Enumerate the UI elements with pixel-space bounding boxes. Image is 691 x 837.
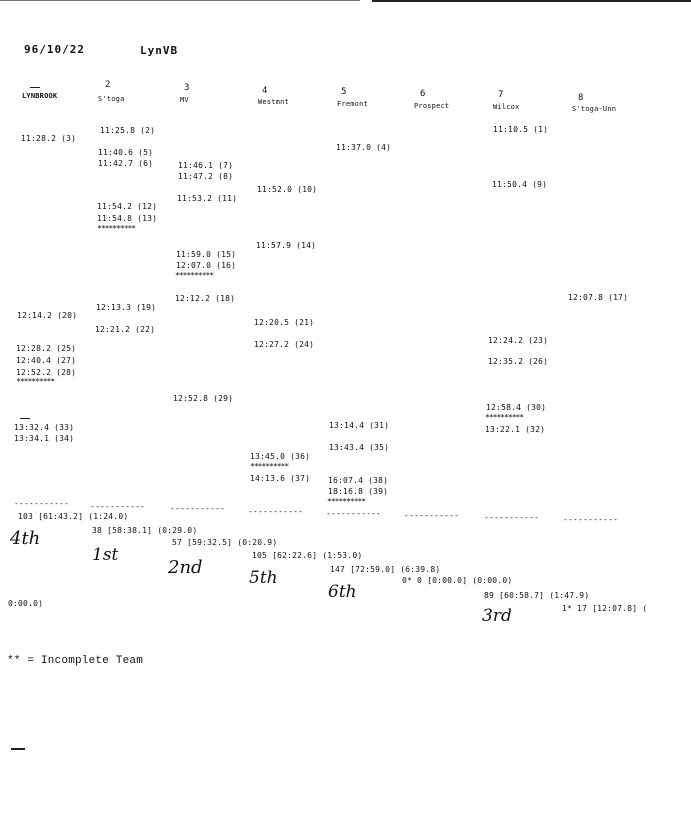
finish-time-entry: 12:58.4 (30) <box>486 403 547 412</box>
column-separator: ----------- <box>484 513 540 522</box>
finish-time-entry: 11:54.8 (13) <box>97 214 158 223</box>
footnote: ** = Incomplete Team <box>7 655 144 667</box>
column-name-2: S'toga <box>98 95 125 103</box>
column-number-5: 5 <box>341 87 347 97</box>
column-separator: ----------- <box>14 499 70 508</box>
team-total-wrap: 0:00.0) <box>8 599 44 608</box>
finish-time-entry: 13:43.4 (35) <box>329 443 390 452</box>
column-separator: ----------- <box>326 509 382 518</box>
handwritten-placing: 1st <box>92 545 119 565</box>
finish-time-entry: 11:59.0 (15) <box>176 250 237 259</box>
column-name-3: MV <box>180 96 189 104</box>
finish-time-entry: 11:54.2 (12) <box>97 202 158 211</box>
team-total: 1* 17 [12:07.8] ( <box>562 604 648 613</box>
column-name-8: S'toga-Unn <box>572 105 617 113</box>
column-separator: ----------- <box>563 515 619 524</box>
finish-time-entry: 11:57.9 (14) <box>256 241 317 250</box>
incomplete-marker: ********** <box>250 462 289 471</box>
finish-time-entry: 12:35.2 (26) <box>488 357 549 366</box>
finish-time-entry: 14:13.6 (37) <box>250 474 311 483</box>
finish-time-entry: 11:46.1 (7) <box>178 161 234 170</box>
column-number-2: 2 <box>105 80 111 90</box>
finish-time-entry: 13:34.1 (34) <box>14 434 75 443</box>
team-total: 105 [62:22.6] (1:53.0) <box>252 551 363 560</box>
finish-time-entry: 12:52.8 (29) <box>173 394 234 403</box>
scan-top-line-left <box>0 0 360 1</box>
column-separator: ----------- <box>170 504 226 513</box>
finish-time-entry: 12:07.8 (17) <box>568 293 629 302</box>
finish-time-entry: 12:27.2 (24) <box>254 340 315 349</box>
column-number-3: 3 <box>184 83 190 93</box>
finish-time-entry: 16:07.4 (38) <box>328 476 389 485</box>
incomplete-marker: ********** <box>485 413 524 422</box>
finish-time-entry: 11:25.8 (2) <box>100 126 156 135</box>
finish-time-entry: 11:53.2 (11) <box>177 194 238 203</box>
finish-time-entry: 13:45.0 (36) <box>250 452 311 461</box>
entry-overline <box>20 418 30 419</box>
team-total: 103 [61:43.2] (1:24.0) <box>18 512 129 521</box>
scan-top-line-right <box>372 0 691 2</box>
handwritten-placing: 4th <box>10 528 41 549</box>
column-separator: ----------- <box>404 511 460 520</box>
finish-time-entry: 11:50.4 (9) <box>492 180 548 189</box>
column-separator: ----------- <box>90 502 146 511</box>
finish-time-entry: 12:20.5 (21) <box>254 318 315 327</box>
finish-time-entry: 18:16.8 (39) <box>328 487 389 496</box>
finish-time-entry: 13:22.1 (32) <box>485 425 546 434</box>
finish-time-entry: 11:52.0 (10) <box>257 185 318 194</box>
handwritten-placing: 6th <box>328 582 357 602</box>
finish-time-entry: 12:28.2 (25) <box>16 344 77 353</box>
team-total: 38 [58:38.1] (0:29.0) <box>92 526 198 535</box>
team-total: 89 [60:58.7] (1:47.9) <box>484 591 590 600</box>
column-number-6: 6 <box>420 89 426 99</box>
finish-time-entry: 11:28.2 (3) <box>21 134 77 143</box>
handwritten-placing: 3rd <box>482 606 512 626</box>
finish-time-entry: 11:42.7 (6) <box>98 159 154 168</box>
column-number-7: 7 <box>498 90 504 100</box>
incomplete-marker: ********** <box>327 497 366 506</box>
finish-time-entry: 11:47.2 (8) <box>178 172 234 181</box>
finish-time-entry: 11:40.6 (5) <box>98 148 154 157</box>
finish-time-entry: 12:40.4 (27) <box>16 356 77 365</box>
finish-time-entry: 13:14.4 (31) <box>329 421 390 430</box>
team-total: 147 [72:59.0] (6:39.8) <box>330 565 441 574</box>
incomplete-marker: ********** <box>97 224 136 233</box>
column-number-4: 4 <box>262 86 268 96</box>
column-name-7: Wilcox <box>493 103 520 111</box>
finish-time-entry: 12:24.2 (23) <box>488 336 549 345</box>
finish-time-entry: 12:52.2 (28) <box>16 368 77 377</box>
finish-time-entry: 12:07.0 (16) <box>176 261 237 270</box>
incomplete-marker: ********** <box>16 377 55 386</box>
meet-date: 96/10/22 <box>24 43 85 56</box>
column-1-overline <box>30 87 40 88</box>
handwritten-placing: 2nd <box>168 557 203 578</box>
finish-time-entry: 12:14.2 (20) <box>17 311 78 320</box>
handwritten-placing: 5th <box>249 568 278 588</box>
column-separator: ----------- <box>248 507 304 516</box>
incomplete-marker: ********** <box>175 271 214 280</box>
team-total: 0* 0 [0:00.0] (0:00.0) <box>402 576 513 585</box>
finish-time-entry: 11:37.0 (4) <box>336 143 392 152</box>
column-name-4: Westmnt <box>258 98 289 106</box>
finish-time-entry: 11:10.5 (1) <box>493 125 549 134</box>
finish-time-entry: 12:21.2 (22) <box>95 325 156 334</box>
finish-time-entry: 12:13.3 (19) <box>96 303 157 312</box>
finish-time-entry: 12:12.2 (18) <box>175 294 236 303</box>
meet-title: LynVB <box>140 44 179 57</box>
column-name-1: LYNBROOK <box>22 92 58 100</box>
stray-pen-mark <box>11 748 25 750</box>
column-name-5: Fremont <box>337 100 368 108</box>
finish-time-entry: 13:32.4 (33) <box>14 423 75 432</box>
column-name-6: Prospect <box>414 102 450 110</box>
team-total: 57 [59:32.5] (0:20.9) <box>172 538 278 547</box>
column-number-8: 8 <box>578 93 584 103</box>
